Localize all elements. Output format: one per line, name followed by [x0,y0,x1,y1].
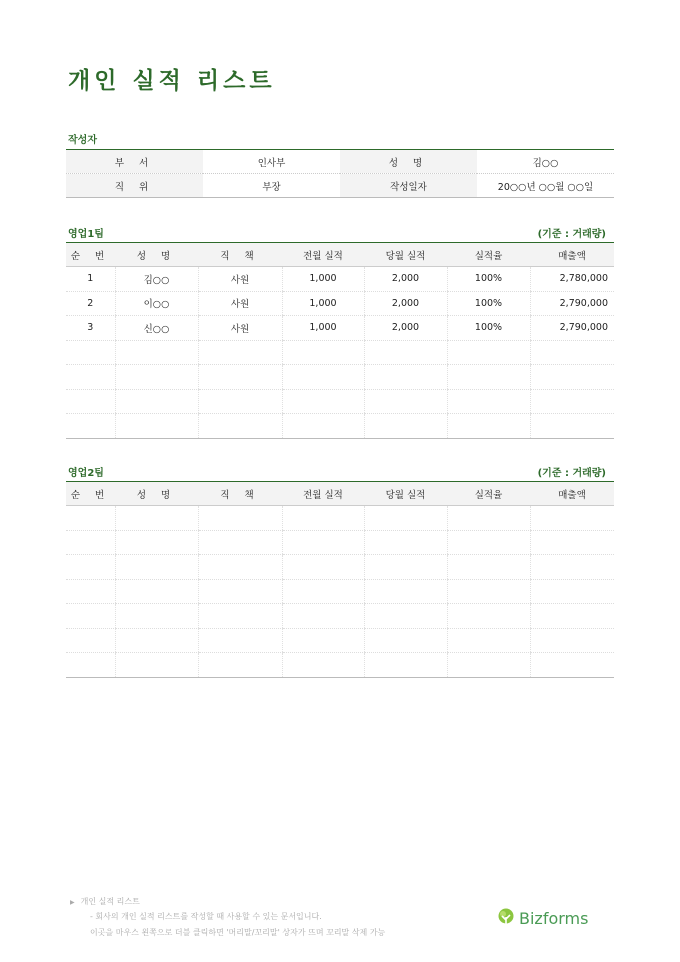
name-value[interactable]: 김○○ [477,150,614,174]
table-row [66,604,614,629]
author-info-table [66,149,614,198]
table-cell[interactable] [115,555,198,580]
name-label: 성 명 [340,150,477,174]
table-header-row [66,243,614,267]
table-cell[interactable] [66,340,115,365]
table-cell[interactable] [115,365,198,390]
table-cell[interactable]: 2,790,000 [530,316,614,341]
table-cell[interactable] [447,414,530,439]
table-cell[interactable] [447,506,530,531]
table-cell[interactable] [66,579,115,604]
table-cell[interactable] [447,530,530,555]
column-header: 직 책 [198,243,282,267]
table-cell[interactable] [115,653,198,678]
department-value[interactable]: 인사부 [203,150,340,174]
table-cell[interactable] [66,414,115,439]
author-section-label: 작성자 [68,135,97,146]
table-cell[interactable] [530,530,614,555]
table-cell[interactable] [115,389,198,414]
table-cell[interactable] [115,506,198,531]
table-cell[interactable] [364,389,447,414]
table-cell[interactable] [282,628,364,653]
table-cell[interactable] [447,555,530,580]
table-row [66,579,614,604]
column-header: 직 책 [198,482,282,506]
table-cell[interactable]: 2 [66,291,115,316]
table-cell[interactable] [282,414,364,439]
table-cell[interactable]: 신○○ [115,316,198,341]
table-row [66,365,614,390]
table-cell[interactable] [364,530,447,555]
table-cell[interactable] [66,555,115,580]
table-cell[interactable] [198,506,282,531]
table-row [66,653,614,678]
column-header: 전월 실적 [282,243,364,267]
table-cell[interactable] [530,628,614,653]
table-cell[interactable]: 3 [66,316,115,341]
table-cell[interactable]: 2,000 [364,267,447,292]
table-cell[interactable] [447,389,530,414]
table-cell[interactable]: 100% [447,267,530,292]
table-cell[interactable] [364,653,447,678]
table-cell[interactable] [198,389,282,414]
table-cell[interactable] [364,506,447,531]
position-value[interactable]: 부장 [262,181,281,193]
table-cell[interactable] [530,604,614,629]
page-title: 개인 실적 리스트 [68,68,276,94]
table-cell[interactable]: 1,000 [282,267,364,292]
team2-label: 영업2팀 [68,468,104,479]
table-header-row [66,482,614,506]
footer-instruction: 이곳을 마우스 왼쪽으로 더블 클릭하면 '머리말/꼬리말' 상자가 뜨며 꼬리말 삭제 가능 [90,928,386,937]
column-header: 매출액 [530,243,614,267]
table-cell[interactable]: 사원 [198,291,282,316]
table-cell[interactable] [115,530,198,555]
table-row [66,555,614,580]
date-label: 작성일자 [340,174,477,198]
table-cell[interactable] [198,414,282,439]
table-cell[interactable] [364,340,447,365]
table-cell[interactable] [282,506,364,531]
table-cell[interactable] [282,365,364,390]
table-row [66,316,614,341]
footer-title [70,896,140,907]
team1-performance-table [66,242,614,439]
table-cell[interactable] [364,579,447,604]
table-cell[interactable] [364,628,447,653]
column-header: 매출액 [530,482,614,506]
table-cell[interactable] [447,365,530,390]
logo-text: Bizforms [519,908,589,928]
table-row [66,530,614,555]
table-cell[interactable] [115,340,198,365]
table-cell[interactable]: 2,000 [364,291,447,316]
table-cell[interactable]: 1,000 [282,316,364,341]
table-cell[interactable]: 100% [447,316,530,341]
table-cell[interactable] [530,653,614,678]
table-cell[interactable] [198,604,282,629]
table-cell[interactable] [364,555,447,580]
table-row [66,389,614,414]
table-cell[interactable] [198,628,282,653]
table-cell[interactable] [66,506,115,531]
table-cell[interactable] [198,579,282,604]
table-cell[interactable]: 100% [447,291,530,316]
table-cell[interactable] [530,506,614,531]
table-cell[interactable] [447,653,530,678]
column-header: 순 번 [66,482,115,506]
team2-basis-note: (기준 : 거래량) [537,468,606,479]
table-row [66,267,614,292]
table-cell[interactable]: 이○○ [115,291,198,316]
table-cell[interactable]: 사원 [198,267,282,292]
team1-label: 영업1팀 [68,229,104,240]
triangle-bullet-icon: ▶ [70,899,75,906]
table-cell[interactable] [115,604,198,629]
table-cell[interactable] [198,530,282,555]
table-cell[interactable] [530,414,614,439]
table-cell[interactable] [530,365,614,390]
table-cell[interactable]: 김○○ [115,267,198,292]
table-cell[interactable] [447,604,530,629]
table-cell[interactable] [282,604,364,629]
table-cell[interactable] [198,340,282,365]
table-cell[interactable] [447,579,530,604]
table-cell[interactable] [66,389,115,414]
table-cell[interactable] [282,389,364,414]
table-cell[interactable]: 2,000 [364,316,447,341]
table-row [66,340,614,365]
footer-title-text: 개인 실적 리스트 [80,897,140,906]
table-cell[interactable] [530,340,614,365]
department-label: 부 서 [66,150,203,174]
table-cell[interactable] [66,530,115,555]
table-row [66,506,614,531]
table-cell[interactable] [364,414,447,439]
team1-basis-note: (기준 : 거래량) [537,229,606,240]
table-cell[interactable] [282,530,364,555]
column-header: 성 명 [115,243,198,267]
column-header: 성 명 [115,482,198,506]
table-row [66,628,614,653]
position-label: 직 위 [66,174,203,198]
table-cell[interactable] [115,628,198,653]
date-value[interactable]: 20○○년 ○○월 ○○일 [497,181,594,193]
table-cell[interactable] [282,555,364,580]
table-cell[interactable] [530,389,614,414]
table-cell[interactable] [282,653,364,678]
table-cell[interactable] [530,579,614,604]
table-cell[interactable] [282,340,364,365]
column-header: 실적율 [447,482,530,506]
table-cell[interactable] [447,628,530,653]
column-header: 실적율 [447,243,530,267]
table-cell[interactable] [364,365,447,390]
table-cell[interactable] [66,604,115,629]
table-cell[interactable] [66,365,115,390]
table-cell[interactable] [198,555,282,580]
table-cell[interactable] [115,414,198,439]
team2-performance-table [66,481,614,678]
table-cell[interactable] [447,340,530,365]
table-row [66,414,614,439]
info-row [66,150,614,174]
column-header: 순 번 [66,243,115,267]
table-cell[interactable] [66,628,115,653]
column-header: 당월 실적 [364,482,447,506]
bizforms-logo [497,908,588,928]
table-cell[interactable]: 사원 [198,316,282,341]
column-header: 전월 실적 [282,482,364,506]
table-cell[interactable] [364,604,447,629]
table-cell[interactable]: 1,000 [282,291,364,316]
table-cell[interactable] [198,365,282,390]
footer-description: - 회사의 개인 실적 리스트를 작성할 때 사용할 수 있는 문서입니다. [90,912,322,921]
table-cell[interactable] [530,555,614,580]
table-cell[interactable]: 2,790,000 [530,291,614,316]
table-cell[interactable]: 1 [66,267,115,292]
column-header: 당월 실적 [364,243,447,267]
table-row [66,291,614,316]
table-cell[interactable]: 2,780,000 [530,267,614,292]
table-cell[interactable] [198,653,282,678]
info-row [66,174,614,198]
table-cell[interactable] [115,579,198,604]
table-cell[interactable] [66,653,115,678]
tree-icon [497,908,515,928]
table-cell[interactable] [282,579,364,604]
